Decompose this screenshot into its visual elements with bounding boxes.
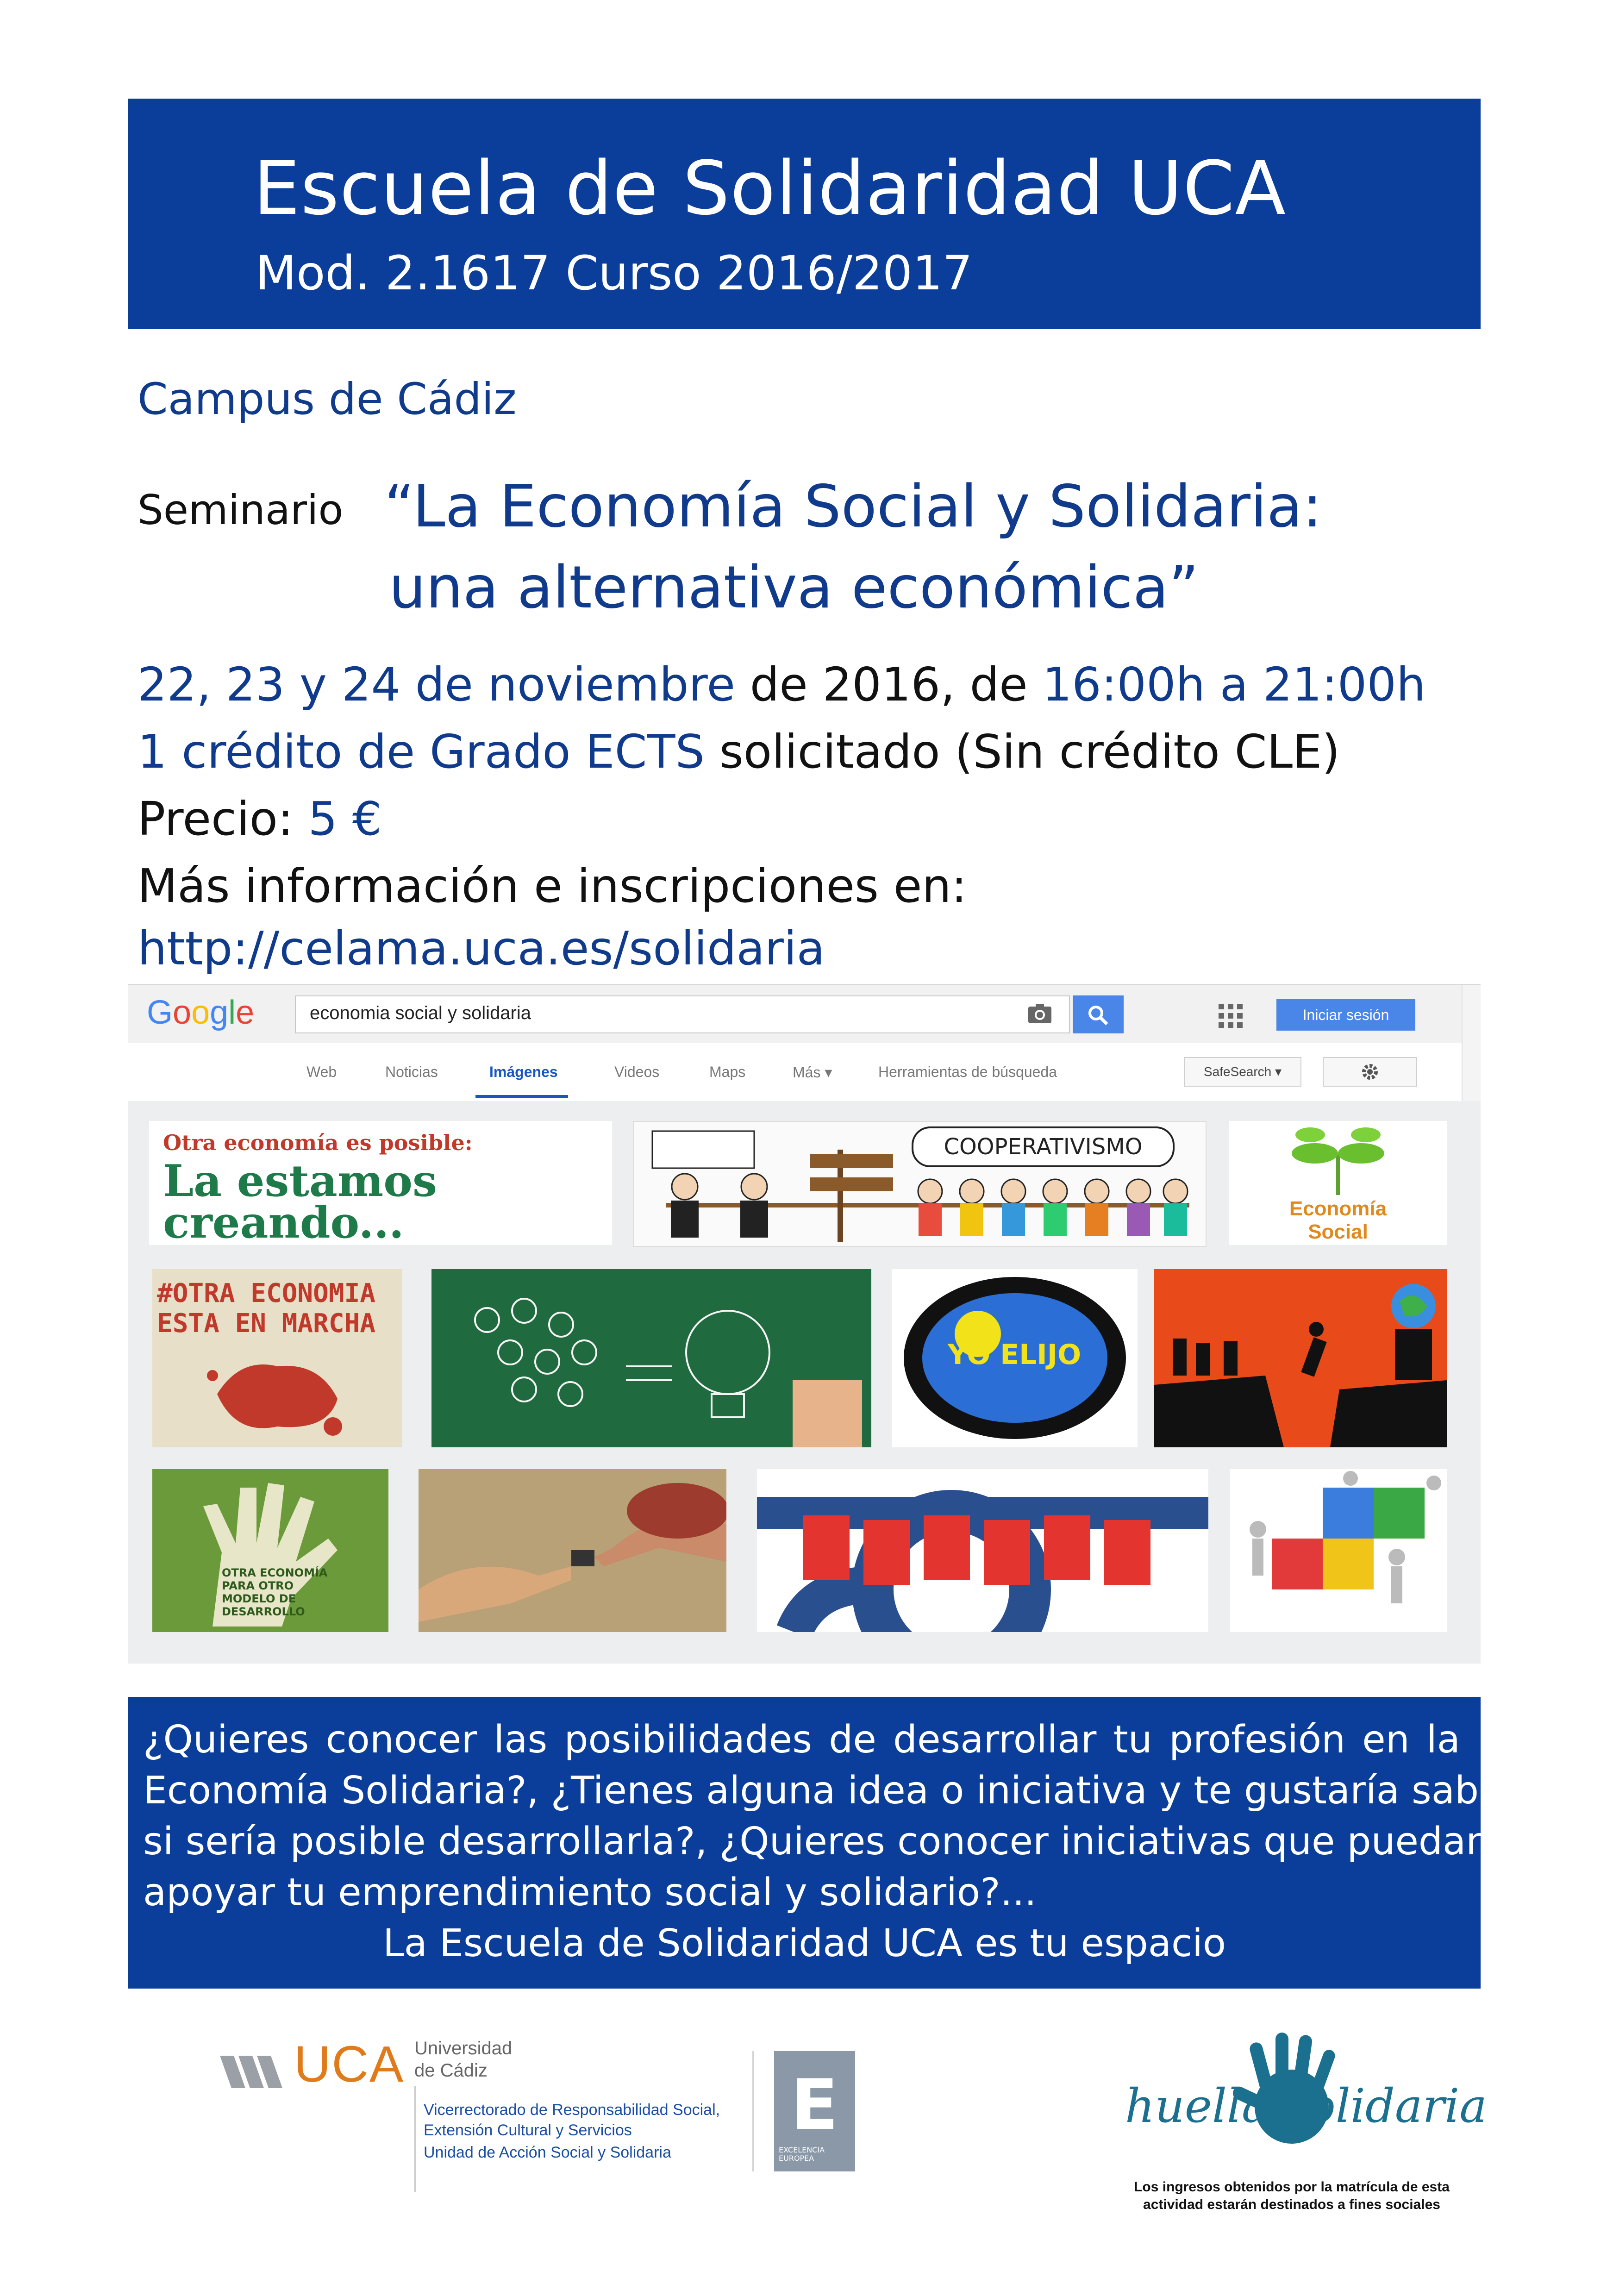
chalkboard-lightbulbs-illustration (431, 1269, 871, 1447)
info-url-link[interactable]: http://celama.uca.es/solidaria (138, 921, 825, 976)
info-line-2: Economía Solidaria?, ¿Tienes alguna idea o iniciativa y te gustaría saber (143, 1769, 1518, 1813)
safesearch-dropdown[interactable]: SafeSearch ▾ (1184, 1057, 1301, 1087)
tab-imagenes[interactable]: Imágenes (489, 1064, 558, 1080)
signin-button[interactable]: Iniciar sesión (1276, 999, 1415, 1031)
excelencia-letter: E (791, 2065, 838, 2146)
thumb1-line3: creando... (163, 1197, 404, 1245)
cartoon-tug-of-war-illustration (634, 1122, 1206, 1246)
cliff-jump-globe-illustration (1154, 1269, 1447, 1447)
seminar-label: Seminario (138, 486, 344, 534)
thumb4-line1: #OTRA ECONOMIA (157, 1278, 376, 1308)
seminar-title-line1: “La Economía Social y Solidaria: (384, 472, 1322, 540)
result-image-7[interactable] (1154, 1269, 1447, 1447)
gear-icon (1360, 1062, 1380, 1082)
tab-noticias[interactable]: Noticias (385, 1064, 438, 1080)
winding-road-diagram (757, 1469, 1208, 1632)
price-label: Precio: (138, 792, 308, 846)
tab-herramientas[interactable]: Herramientas de búsqueda (878, 1064, 1057, 1080)
search-icon (1087, 1004, 1110, 1027)
puzzle-people-illustration (1230, 1469, 1447, 1632)
thumb3-line1: Economía (1289, 1197, 1387, 1220)
google-topbar (128, 985, 1481, 1044)
result-image-9[interactable] (419, 1469, 726, 1632)
search-query: economia social y solidaria (310, 1003, 531, 1023)
uca-univ-line2: de Cádiz (414, 2060, 488, 2081)
dates-rest: de 2016, de (735, 657, 1043, 712)
google-logo: Google (147, 994, 255, 1031)
uca-unit: Unidad de Acción Social y Solidaria (424, 2144, 671, 2161)
seminar-title-line2: una alternativa económica” (389, 553, 1199, 621)
tab-web[interactable]: Web (306, 1064, 337, 1080)
info-tagline: La Escuela de Solidaridad UCA es tu espacio (382, 1921, 1226, 1965)
credit: 1 crédito de Grado ECTS (138, 725, 705, 779)
tab-videos[interactable]: Videos (614, 1064, 660, 1080)
apps-grid-icon[interactable] (1219, 1004, 1244, 1029)
uca-vice-line2: Extensión Cultural y Servicios (424, 2121, 632, 2139)
thumb2-label: COOPERATIVISMO (912, 1126, 1175, 1167)
uca-wordmark-text: UCA (294, 2036, 405, 2093)
uca-vice-line1: Vicerrectorado de Responsabilidad Social, (424, 2101, 720, 2119)
uca-vicerrectorado (424, 2100, 720, 2140)
camera-icon[interactable] (1027, 1003, 1052, 1024)
footer-divider (752, 2051, 754, 2171)
uca-logo (220, 2028, 764, 2185)
result-image-5[interactable] (431, 1269, 871, 1447)
excelencia-text: EXCELENCIA EUROPEA (779, 2146, 825, 2163)
info-box (128, 1697, 1518, 1989)
huella-note: Los ingresos obtenidos por la matrícula de esta actividad estarán destinados a fines sociales (1134, 2179, 1450, 2212)
thumb4-line2: ESTA EN MARCHA (157, 1308, 376, 1339)
price-line (138, 792, 381, 846)
price: 5 € (308, 792, 382, 846)
result-image-10[interactable] (757, 1469, 1208, 1632)
result-image-2[interactable] (633, 1121, 1207, 1247)
result-image-11[interactable] (1230, 1469, 1447, 1632)
info-line-4: apoyar tu emprendimiento social y solidario?... (143, 1871, 1037, 1914)
result-image-4[interactable] (152, 1269, 402, 1447)
tab-maps[interactable]: Maps (709, 1064, 746, 1080)
search-input[interactable] (295, 995, 1070, 1033)
huella-solidaria-logo (1107, 2028, 1487, 2167)
dates: 22, 23 y 24 de noviembre (138, 657, 736, 712)
result-image-8[interactable] (152, 1469, 388, 1632)
uca-wordmark (294, 2035, 404, 2094)
uca-univ-line1: Universidad (414, 2038, 513, 2058)
thumb1-line1: Otra economía es posible: (163, 1130, 473, 1155)
info-line-3: si sería posible desarrollarla?, ¿Quieres conocer iniciativas que puedan (143, 1820, 1490, 1864)
google-screenshot (128, 984, 1481, 1664)
thumb6-text: YO ELIJO (948, 1339, 1082, 1371)
campus-label: Campus de Cádiz (138, 374, 517, 425)
thumb8-text: OTRA ECONOMÍA PARA OTRO MODELO DE DESARROLLO (222, 1566, 328, 1618)
uca-emblem-icon (220, 2046, 289, 2097)
page-title: Escuela de Solidaridad UCA (253, 145, 1286, 231)
header-banner (128, 99, 1481, 329)
thumb1-line2: La estamos (163, 1156, 437, 1207)
thumb3-line2: Social (1308, 1220, 1368, 1243)
credit-line (138, 725, 1340, 779)
creation-of-adam-parody (419, 1469, 726, 1632)
uca-separator (414, 2086, 416, 2192)
leaf-plant-icon (1282, 1126, 1394, 1195)
search-button[interactable] (1073, 995, 1124, 1033)
image-results-grid (128, 1101, 1481, 1664)
active-tab-indicator (475, 1095, 568, 1098)
dates-line (138, 657, 1425, 712)
google-tabs (128, 1043, 1462, 1102)
info-line-1: ¿Quieres conocer las posibilidades de desarrollar tu profesión en la (143, 1718, 1460, 1762)
world-map-splash (199, 1348, 356, 1440)
tab-mas[interactable]: Más ▾ (793, 1064, 832, 1081)
result-image-1[interactable] (149, 1121, 612, 1245)
page-subtitle: Mod. 2.1617 Curso 2016/2017 (256, 246, 973, 301)
credit-rest: solicitado (Sin crédito CLE) (704, 725, 1340, 779)
hours: 16:00h a 21:00h (1042, 657, 1426, 712)
more-info: Más información e inscripciones en: (138, 859, 967, 913)
huella-wordmark: huella solidaria (1125, 2079, 1487, 2133)
uca-university-name (414, 2037, 512, 2082)
settings-button[interactable] (1323, 1057, 1417, 1087)
excelencia-europea-badge (774, 2051, 855, 2171)
result-image-6[interactable] (892, 1269, 1138, 1447)
result-image-3[interactable] (1229, 1121, 1447, 1245)
